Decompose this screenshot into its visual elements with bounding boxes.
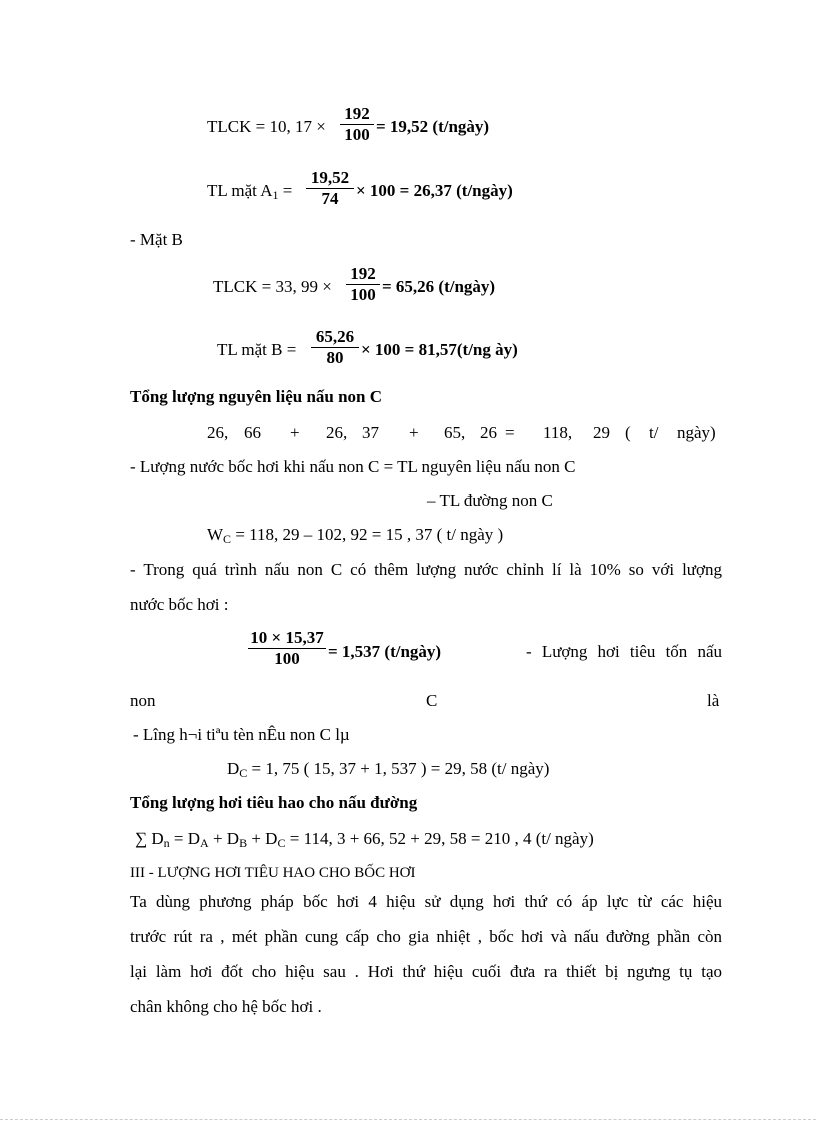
page-bottom-rule	[0, 1119, 816, 1120]
sum-term: (	[625, 423, 631, 442]
luong-hoi-tieu-ton-right: - Lượng hơi tiêu tốn nấu	[526, 642, 722, 661]
paragraph-chinh-li-line-2: nước bốc hơi :	[130, 595, 229, 614]
eq4-numerator: 65,26	[315, 327, 355, 346]
eq4-rhs: × 100 = 81,57(t/ng ày)	[361, 340, 518, 359]
eq4-denominator: 80	[326, 348, 344, 367]
sum-d-equation: ∑ $D_n = D_A + D_B + D_C = 114$, 3 + 66, 52 + 29, 58 = 210 , 4 (t/ ngày)	[135, 829, 594, 850]
nuoc-boc-hoi-line-2: – TL đường non C	[427, 491, 553, 510]
eq3-denominator: 100	[350, 285, 376, 304]
eq1-numerator: 192	[344, 104, 370, 123]
eq4-fraction	[311, 327, 359, 368]
dc-equation: $D_C = 1$, 75 ( 15, 37 + 1, 537 ) = 29, 58 (t/ ngày)	[227, 759, 550, 780]
final-paragraph-line: Ta dùng phương pháp bốc hơi 4 hiệu sử dụng hơi thứ có áp lực từ các hiệu	[130, 892, 722, 911]
eq5-rhs: = 1,537 (t/ngày)	[328, 642, 442, 661]
sum-term: +	[409, 423, 419, 442]
eq1-denominator: 100	[344, 125, 370, 144]
eq3-numerator: 192	[350, 264, 376, 283]
final-paragraph-line: trước rút ra , mét phần cung cấp cho gia nhiệt , bốc hơi và nấu đường phần còn	[130, 927, 722, 946]
nuoc-boc-hoi-line: - Lượng nước bốc hơi khi nấu non C = TL nguyên liệu nấu non C	[130, 457, 576, 476]
eq5-numerator: 10 × 15,37	[250, 628, 324, 647]
mat-b-label: - Mặt B	[130, 230, 183, 249]
eq2-numerator: 19,52	[310, 168, 350, 187]
heading-section-iii: III - LƯỢNG HƠI TIÊU HAO CHO BỐC HƠI	[130, 865, 416, 881]
eq5-denominator: 100	[274, 649, 300, 668]
eq3-lhs: TLCK = 33, 99 ×	[213, 277, 332, 296]
heading-tong-luong-nguyen-lieu: Tổng lượng nguyên liệu nấu non C	[130, 387, 383, 406]
wc-equation: $W_C = 118$, 29 – 102, 92 = 15 , 37 ( t/ ngày )	[207, 525, 504, 546]
word-c: C	[426, 691, 438, 710]
eq2-fraction	[306, 168, 354, 209]
sum-term: 29	[593, 423, 610, 442]
sum-term: 118,	[543, 423, 573, 442]
paragraph-chinh-li-line-1: - Trong quá trình nấu non C có thêm lượng nước chỉnh lí là 10% so với lượng	[130, 560, 722, 579]
sum-term: 37	[362, 423, 379, 442]
sum-term: 65,	[444, 423, 466, 442]
sum-term: +	[290, 423, 300, 442]
sum-term: 26,	[326, 423, 348, 442]
word-non: non	[130, 691, 156, 710]
eq1-lhs: TLCK = 10, 17 ×	[207, 117, 326, 136]
eq3-fraction	[346, 264, 380, 305]
eq4-lhs: TL mặt B =	[217, 340, 297, 359]
sum-term: 66	[244, 423, 261, 442]
eq3-rhs: = 65,26 (t/ngày)	[382, 277, 496, 296]
sum-term: t/	[649, 423, 659, 442]
heading-tong-luong-hoi: Tổng lượng hơi tiêu hao cho nấu đường	[130, 793, 418, 812]
final-paragraph-line: lại làm hơi đốt cho hiệu sau . Hơi thứ hiệu cuối đưa ra thiết bị ngưng tụ tạo	[130, 962, 722, 981]
sum-term: 26	[480, 423, 497, 442]
sum-term: 26,	[207, 423, 229, 442]
sum-term: ngày)	[677, 423, 716, 442]
sum-term: =	[505, 423, 515, 442]
eq1-fraction	[340, 104, 374, 145]
eq2-rhs: × 100 = 26,37 (t/ngày)	[356, 181, 513, 200]
word-la: là	[707, 691, 720, 710]
garbled-line: - Lîng h¬i tiªu tèn nÊu non C lµ	[133, 725, 350, 744]
eq1-rhs: = 19,52 (t/ngày)	[376, 117, 490, 136]
eq2-denominator: 74	[321, 189, 339, 208]
final-paragraph-line: chân không cho hệ bốc hơi .	[130, 997, 322, 1016]
eq5-fraction	[248, 628, 326, 669]
eq2-lhs: TL mặt $A_1$ =	[207, 181, 293, 202]
